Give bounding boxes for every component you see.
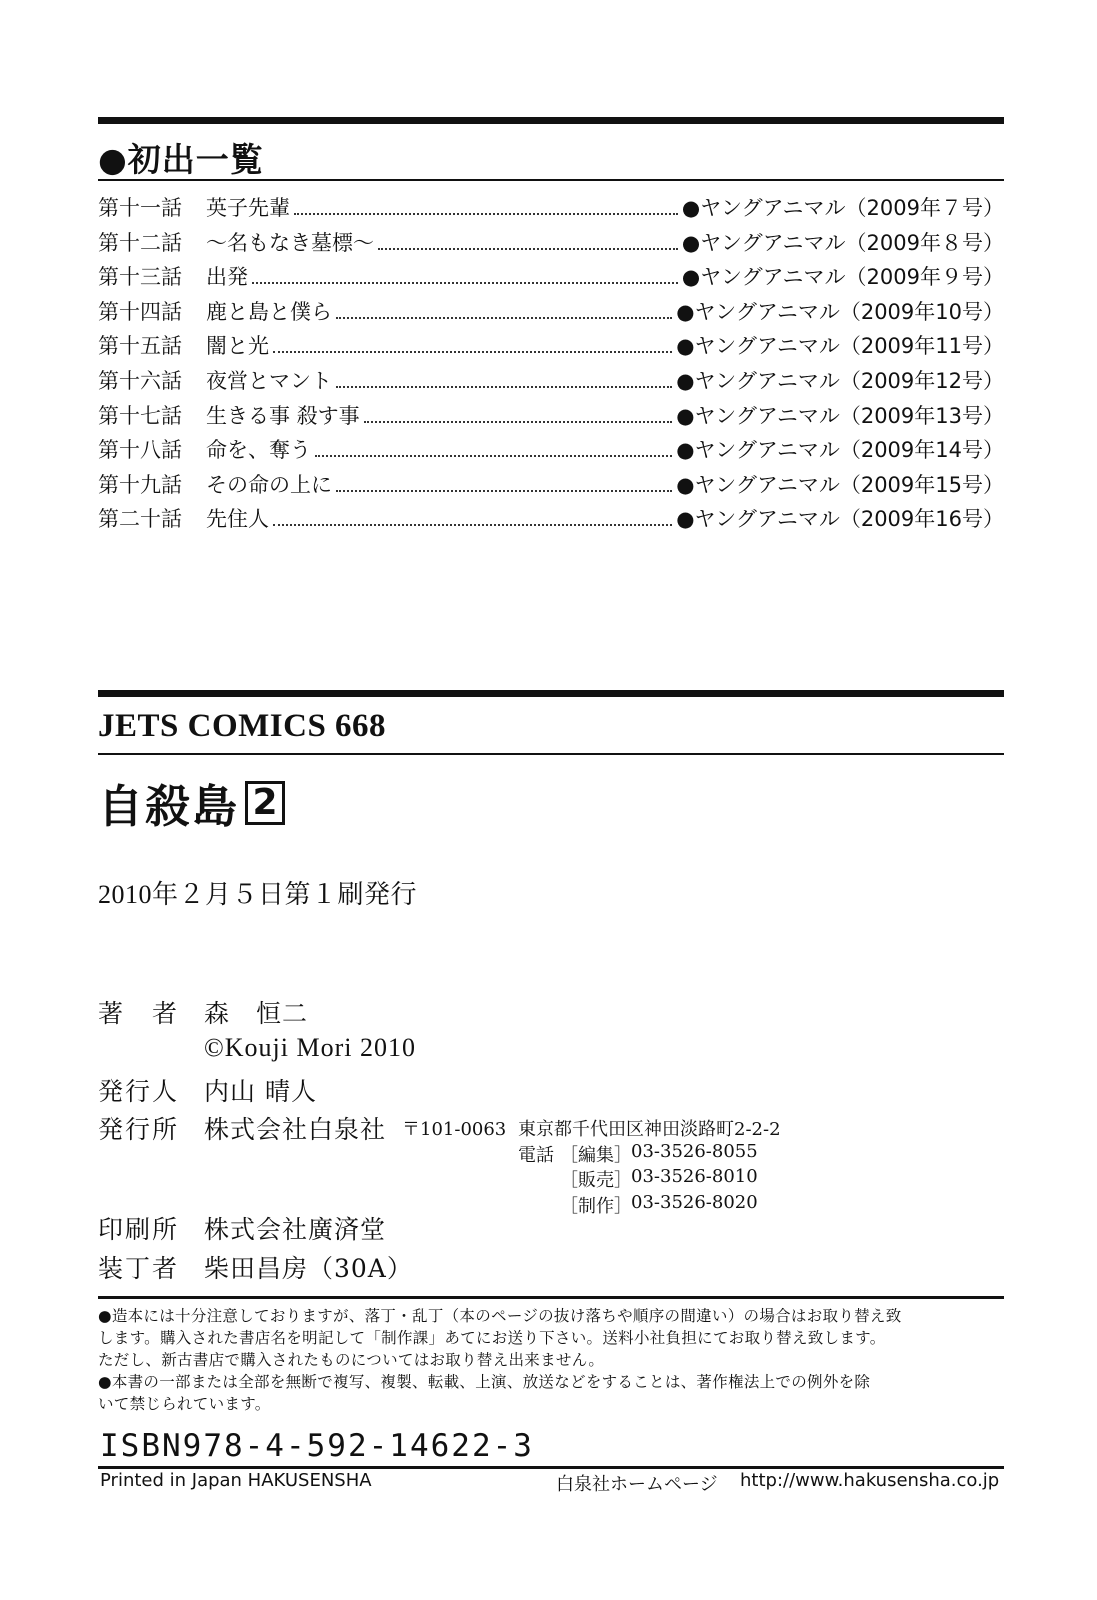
episode-title: 先住人: [206, 507, 269, 532]
notice-line: ●造本には十分注意しておりますが、落丁・乱丁（本のページの抜け落ちや順序の間違い）の場合はお取り替え致: [98, 1307, 902, 1325]
episode-title: 夜営とマント: [206, 368, 332, 393]
episode-title: その命の上に: [206, 472, 332, 497]
phone-dept-editorial: ［編集］: [560, 1145, 632, 1166]
episode-row: [98, 400, 1004, 435]
publisher-label: 発行所: [98, 1115, 180, 1144]
episode-row: [98, 434, 1004, 469]
phone-dept-sales: ［販売］: [560, 1170, 632, 1191]
episode-title: 闇と光: [206, 334, 269, 359]
episode-list: [98, 192, 1004, 538]
episode-source: ●ヤングアニマル（2009年９号）: [681, 265, 1004, 290]
series-name: JETS COMICS 668: [98, 708, 387, 744]
isbn-underline: [98, 1466, 1004, 1469]
phone-label: 電話: [518, 1145, 554, 1166]
episode-title: 〜名もなき墓標〜: [206, 230, 374, 255]
episode-source: ●ヤングアニマル（2009年13号）: [676, 403, 1004, 428]
postal-code: 〒101-0063: [402, 1119, 507, 1140]
episode-row: [98, 330, 1004, 365]
first-appearance-heading: ●初出一覧: [98, 140, 264, 179]
episode-row: [98, 469, 1004, 504]
leader-dots: [273, 523, 672, 526]
isbn: ISBN978-4-592-14622-3: [100, 1428, 534, 1464]
leader-dots: [273, 350, 672, 353]
episode-number: 第十一話: [98, 196, 182, 220]
episode-row: [98, 261, 1004, 296]
leader-dots: [378, 247, 678, 250]
phone-dept-production: ［制作］: [560, 1196, 632, 1217]
book-title: 自殺島: [98, 780, 240, 833]
notice-top-rule: [98, 1296, 1004, 1299]
series-underline: [98, 753, 1004, 755]
homepage-url[interactable]: http://www.hakusensha.co.jp: [740, 1470, 1000, 1491]
episode-row: [98, 503, 1004, 538]
publisher-person: 内山 晴人: [204, 1077, 317, 1106]
leader-dots: [336, 489, 672, 492]
leader-dots: [252, 281, 678, 284]
episode-title: 出発: [206, 265, 248, 290]
designer-name: 柴田昌房（30A）: [204, 1254, 413, 1283]
episode-title: 鹿と島と僕ら: [206, 299, 332, 324]
episode-row: [98, 192, 1004, 227]
leader-dots: [364, 420, 673, 423]
notice-line: ●本書の一部または全部を無断で複写、複製、転載、上演、放送などをすることは、著作権法上での例外を除: [98, 1373, 871, 1391]
book-title-block: [98, 770, 285, 835]
episode-source: ●ヤングアニマル（2009年８号）: [681, 230, 1004, 255]
episode-title: 命を、奪う: [206, 438, 311, 463]
episode-number: 第十五話: [98, 334, 182, 359]
notice-line: します。購入された書店名を明記して「制作課」あてにお送り下さい。送料小社負担にてお取り替え致します。: [98, 1329, 886, 1347]
top-rule: [98, 117, 1004, 124]
colophon-top-rule: [98, 690, 1004, 697]
designer-label: 装丁者: [98, 1254, 180, 1283]
publish-date: 2010年２月５日第１刷発行: [98, 880, 418, 909]
phone-number-sales: 03-3526-8010: [631, 1166, 758, 1187]
printed-in: Printed in Japan HAKUSENSHA: [100, 1470, 372, 1491]
publisher-name: 株式会社白泉社: [204, 1115, 387, 1144]
episode-title: 英子先輩: [206, 196, 290, 220]
episode-number: 第十四話: [98, 299, 182, 324]
episode-title: 生きる事 殺す事: [206, 403, 360, 428]
episode-source: ●ヤングアニマル（2009年10号）: [676, 299, 1004, 324]
phone-number-editorial: 03-3526-8055: [631, 1141, 758, 1162]
episode-number: 第十三話: [98, 265, 182, 290]
leader-dots: [315, 454, 672, 457]
volume-number: 2: [245, 781, 285, 825]
copyright-line: ©Kouji Mori 2010: [204, 1033, 416, 1062]
episode-row: [98, 296, 1004, 331]
episode-row: [98, 365, 1004, 400]
episode-source: ●ヤングアニマル（2009年15号）: [676, 472, 1004, 497]
address: 東京都千代田区神田淡路町2-2-2: [518, 1119, 781, 1140]
episode-row: [98, 227, 1004, 262]
author-name: 森 恒二: [204, 999, 309, 1028]
phone-number-production: 03-3526-8020: [631, 1192, 758, 1213]
heading-underline: [98, 179, 1004, 181]
episode-source: ●ヤングアニマル（2009年７号）: [681, 196, 1004, 220]
publisher-person-label: 発行人: [98, 1077, 180, 1106]
episode-number: 第二十話: [98, 507, 182, 532]
episode-number: 第十八話: [98, 438, 182, 463]
notice-line: いて禁じられています。: [98, 1395, 271, 1413]
notice-line: ただし、新古書店で購入されたものについてはお取り替え出来ません。: [98, 1351, 605, 1369]
notice-text: [98, 1305, 1008, 1415]
leader-dots: [336, 316, 672, 319]
homepage-label: 白泉社ホームページ: [556, 1474, 718, 1495]
episode-source: ●ヤングアニマル（2009年12号）: [676, 368, 1004, 393]
leader-dots: [336, 385, 672, 388]
printer-name: 株式会社廣済堂: [204, 1215, 387, 1244]
episode-number: 第十九話: [98, 472, 182, 497]
episode-source: ●ヤングアニマル（2009年16号）: [676, 507, 1004, 532]
leader-dots: [294, 212, 678, 215]
episode-number: 第十六話: [98, 368, 182, 393]
printer-label: 印刷所: [98, 1215, 180, 1244]
episode-number: 第十七話: [98, 403, 182, 428]
episode-number: 第十二話: [98, 230, 182, 255]
episode-source: ●ヤングアニマル（2009年14号）: [676, 438, 1004, 463]
author-label: 著 者: [98, 999, 180, 1028]
episode-source: ●ヤングアニマル（2009年11号）: [676, 334, 1004, 359]
